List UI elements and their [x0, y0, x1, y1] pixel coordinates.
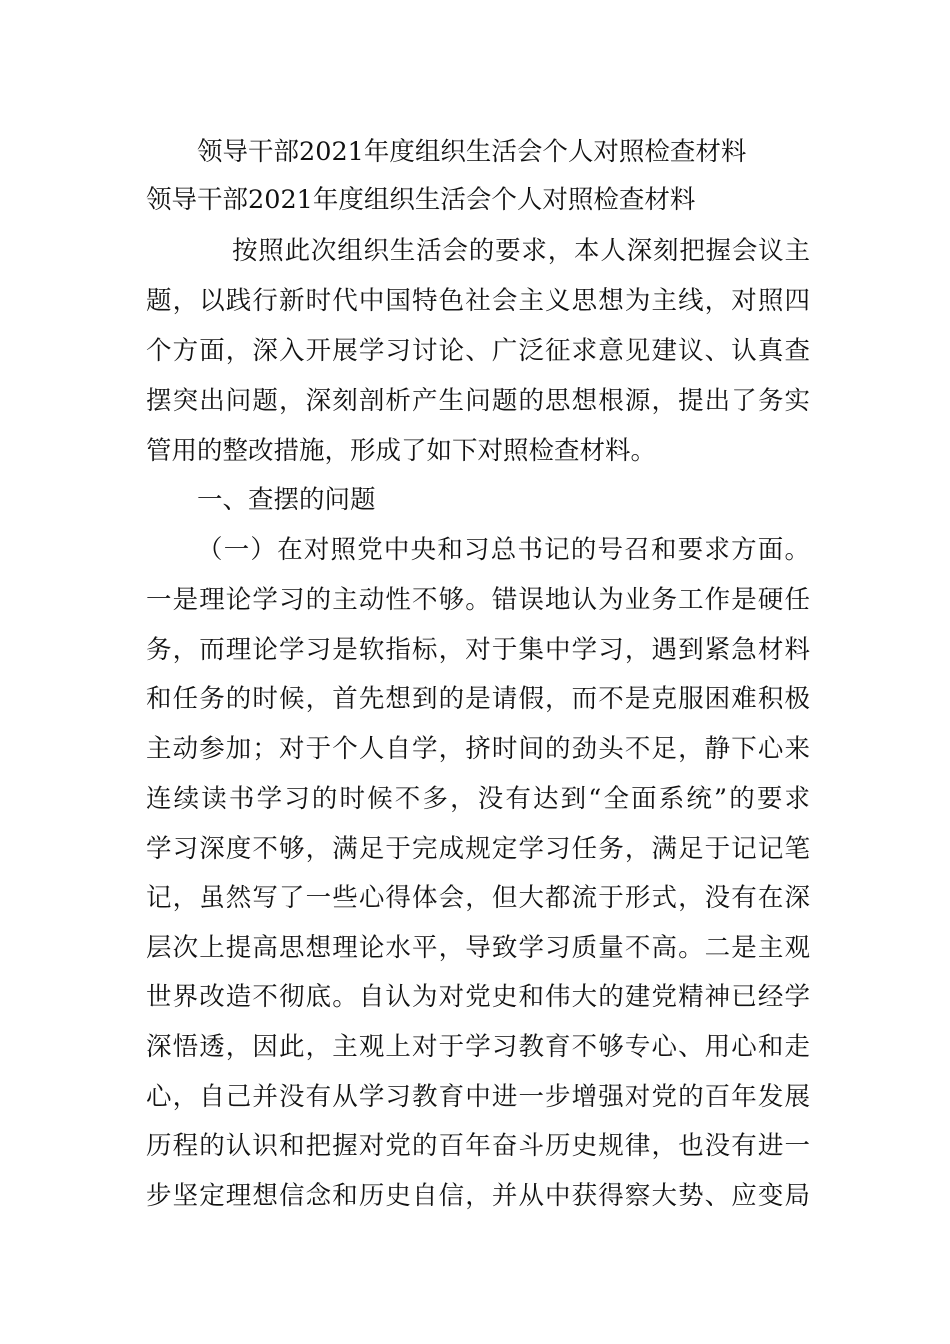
body-line: 学习深度不够，满足于完成规定学习任务，满足于记记笔 — [146, 834, 810, 864]
body-line: 世界改造不彻底。自认为对党史和伟大的建党精神已经学 — [146, 982, 810, 1012]
document-title: 领导干部2021年度组织生活会个人对照检查材料 — [146, 185, 696, 215]
body-line: 层次上提高思想理论水平，导致学习质量不高。二是主观 — [146, 933, 810, 963]
intro-line: 管用的整改措施，形成了如下对照检查材料。 — [146, 436, 657, 466]
body-line: 心，自己并没有从学习教育中进一步增强对党的百年发展 — [146, 1082, 810, 1112]
intro-line: 题，以践行新时代中国特色社会主义思想为主线，对照四 — [146, 286, 810, 316]
intro-line: 按照此次组织生活会的要求，本人深刻把握会议主 — [232, 236, 810, 266]
document-title-centered: 领导干部2021年度组织生活会个人对照检查材料 — [197, 137, 747, 167]
body-line: 深悟透，因此，主观上对于学习教育不够专心、用心和走 — [146, 1032, 810, 1062]
body-line: 务，而理论学习是软指标，对于集中学习，遇到紧急材料 — [146, 635, 810, 665]
body-line: 历程的认识和把握对党的百年奋斗历史规律，也没有进一 — [146, 1131, 810, 1161]
body-line: 主动参加；对于个人自学，挤时间的劲头不足，静下心来 — [146, 734, 810, 764]
body-line: 一是理论学习的主动性不够。错误地认为业务工作是硬任 — [146, 585, 810, 615]
body-line: 记，虽然写了一些心得体会，但大都流于形式，没有在深 — [146, 883, 810, 913]
body-line: 和任务的时候，首先想到的是请假，而不是克服困难积极 — [146, 684, 810, 714]
subsection-heading: （一）在对照党中央和习总书记的号召和要求方面。 — [197, 535, 810, 565]
body-line: 步坚定理想信念和历史自信，并从中获得察大势、应变局 — [146, 1181, 810, 1211]
intro-line: 摆突出问题，深刻剖析产生问题的思想根源，提出了务实 — [146, 386, 810, 416]
intro-line: 个方面，深入开展学习讨论、广泛征求意见建议、认真查 — [146, 336, 810, 366]
body-line: 连续读书学习的时候不多，没有达到“全面系统”的要求 — [146, 784, 810, 814]
section-heading: 一、查摆的问题 — [197, 485, 376, 515]
